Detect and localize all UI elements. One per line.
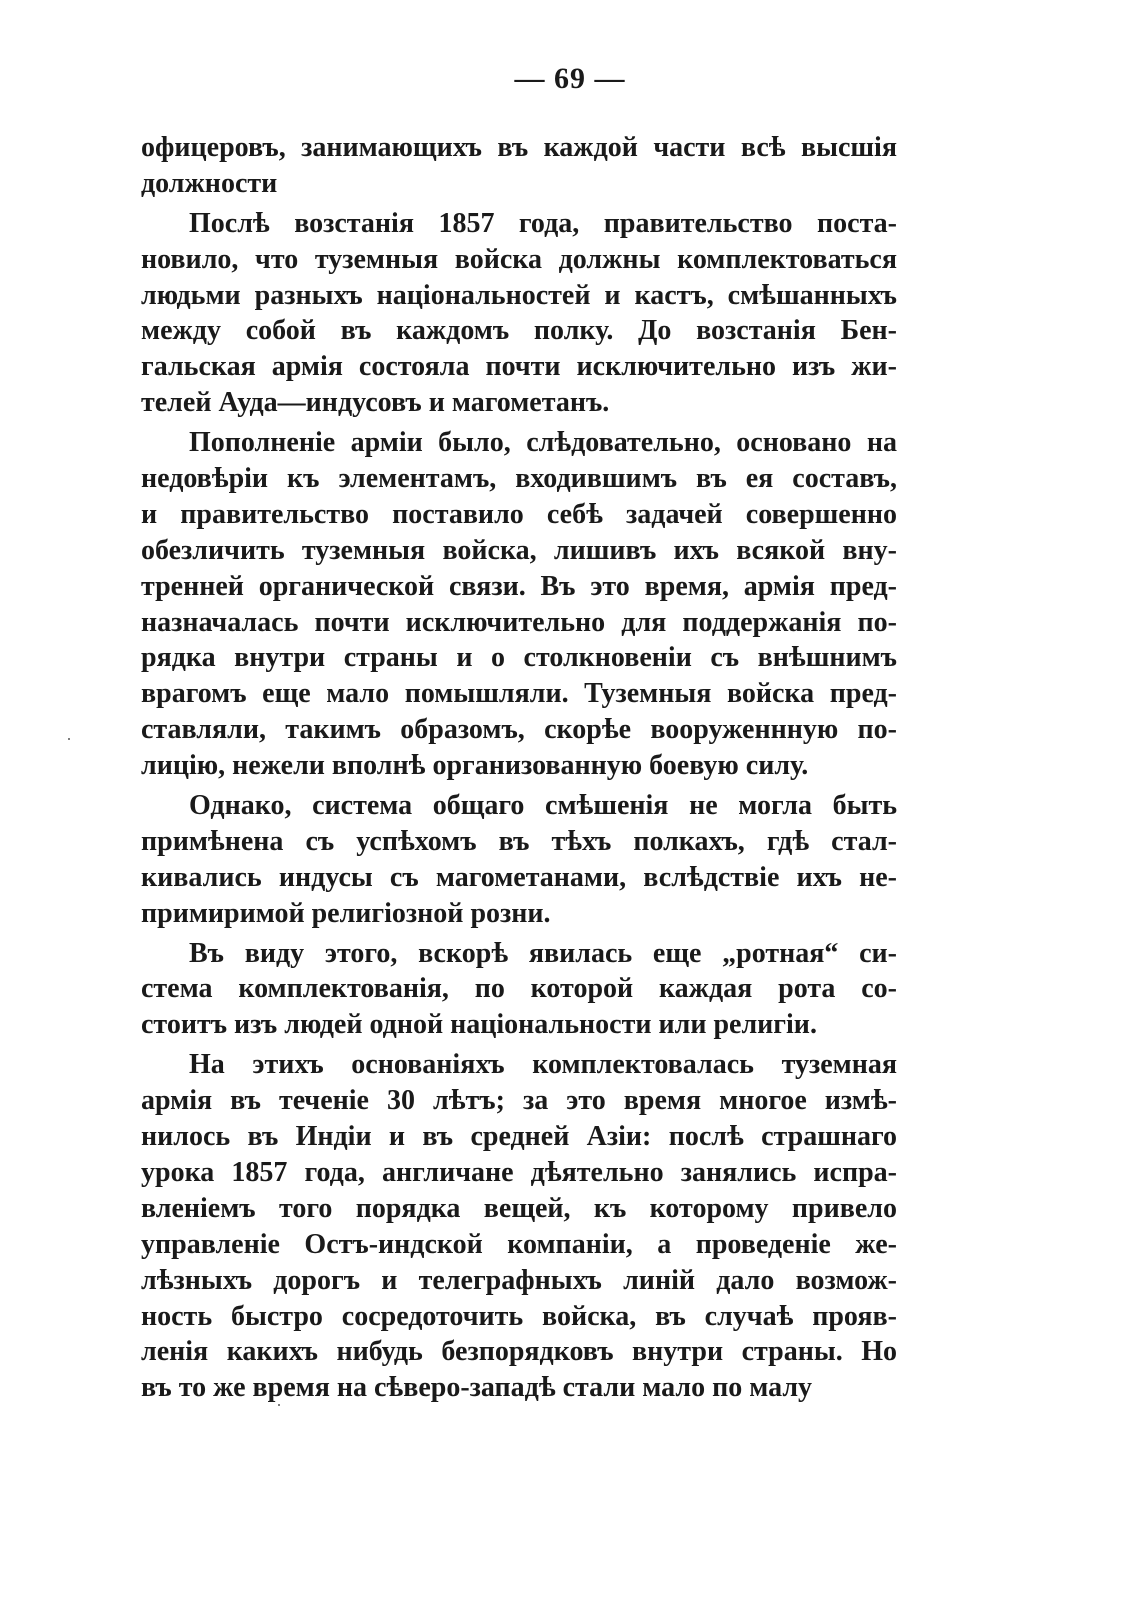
text-line: ность быстро сосредоточить войска, въ случаѣ прояв- — [141, 1300, 897, 1332]
text-line: новило, что туземныя войска должны комплектоваться — [141, 243, 897, 275]
page-number: — 69 — — [514, 62, 626, 95]
text-line: примиримой религіозной розни. — [141, 897, 551, 929]
body-text — [141, 130, 897, 1406]
text-line: и правительство поставило себѣ задачей совершенно — [141, 498, 897, 530]
text-line: офицеровъ, занимающихъ въ каждой части всѣ высшія — [141, 132, 897, 163]
text-line: стоитъ изъ людей одной національности или религіи. — [141, 1009, 817, 1041]
text-line: примѣнена съ успѣхомъ въ тѣхъ полкахъ, гдѣ стал- — [141, 825, 897, 857]
text-line: урока 1857 года, англичане дѣятельно занялись испра- — [141, 1156, 897, 1188]
text-line: между собой въ каждомъ полку. До возстанія Бен- — [141, 315, 897, 347]
text-line: управленіе Остъ-индской компаніи, а проведеніе же- — [141, 1228, 897, 1260]
scan-speck — [278, 1404, 280, 1406]
text-line: рядка внутри страны и о столкновеніи съ внѣшнимъ — [141, 642, 897, 674]
text-line: въ то же время на сѣверо-западѣ стали мало по малу — [141, 1372, 813, 1404]
text-line: армія въ теченіе 30 лѣтъ; за это время многое измѣ- — [141, 1085, 897, 1117]
text-line: тренней органической связи. Въ это время, армія пред- — [141, 570, 897, 602]
text-line: Въ виду этого, вскорѣ явилась еще „ротная“ си- — [189, 937, 897, 969]
text-line: лицію, нежели вполнѣ организованную боевую силу. — [141, 750, 809, 782]
text-line: кивались индусы съ магометанами, вслѣдствіе ихъ не- — [141, 861, 897, 893]
text-line: телей Ауда—индусовъ и магометанъ. — [141, 387, 610, 419]
paragraph — [141, 788, 897, 932]
paragraph — [141, 206, 897, 421]
text-line: нилось въ Индіи и въ средней Азіи: послѣ страшнаго — [141, 1121, 897, 1153]
text-line: должности — [141, 167, 278, 199]
text-line: недовѣріи къ элементамъ, входившимъ въ ея составъ, — [141, 463, 897, 495]
text-line: врагомъ еще мало помышляли. Туземныя войска пред- — [141, 678, 897, 710]
text-line: стема комплектованія, по которой каждая рота со- — [141, 973, 897, 1005]
text-line: Однако, система общаго смѣшенія не могла быть — [189, 790, 897, 822]
text-line: назначалась почти исключительно для поддержанія по- — [141, 606, 897, 638]
text-line: На этихъ основаніяхъ комплектовалась туземная — [189, 1049, 897, 1081]
paragraph — [141, 1047, 897, 1406]
paragraph — [141, 130, 897, 202]
text-line: Пополненіе арміи было, слѣдовательно, основано на — [189, 427, 897, 459]
paragraph — [141, 936, 897, 1044]
text-line: обезличить туземныя войска, лишивъ ихъ всякой вну- — [141, 534, 897, 566]
text-line: людьми разныхъ національностей и кастъ, смѣшанныхъ — [141, 279, 897, 311]
paragraph — [141, 425, 897, 784]
text-line: ставляли, такимъ образомъ, скорѣе вооруженнную по- — [141, 714, 897, 746]
scan-speck — [68, 738, 70, 740]
text-line: лѣзныхъ дорогъ и телеграфныхъ линій дало возмож- — [141, 1264, 897, 1296]
text-line: ленія какихъ нибудь безпорядковъ внутри страны. Но — [141, 1336, 897, 1368]
text-line: вленіемъ того порядка вещей, къ которому привело — [141, 1192, 897, 1224]
text-line: Послѣ возстанія 1857 года, правительство поста- — [189, 207, 897, 239]
text-line: гальская армія состояла почти исключительно изъ жи- — [141, 351, 897, 383]
